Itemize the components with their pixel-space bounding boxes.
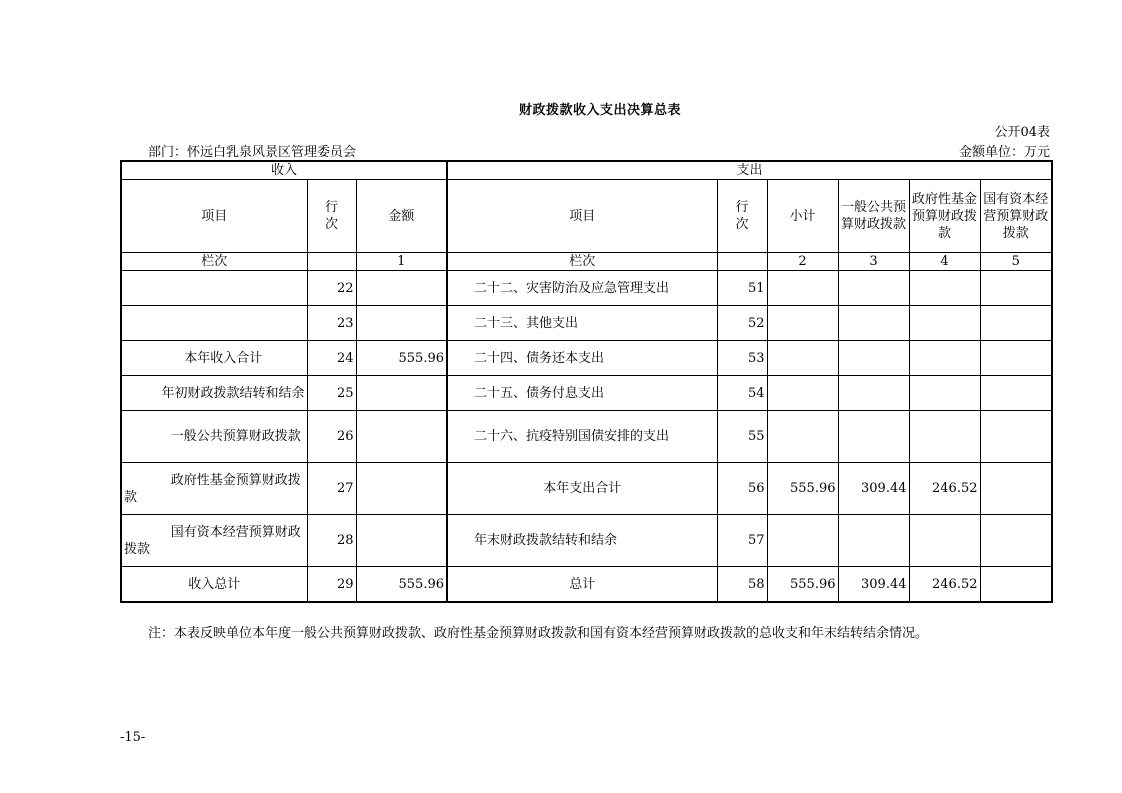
amount-unit-label: 金额单位：万元 — [958, 145, 1050, 160]
expense-row-no: 55 — [717, 411, 767, 463]
fund-value — [909, 411, 980, 463]
income-amount — [356, 463, 447, 515]
income-amount — [356, 271, 447, 306]
budget-summary-table — [120, 160, 1053, 603]
income-section-header: 收入 — [121, 161, 447, 180]
fund-value — [909, 306, 980, 341]
subtotal-value — [767, 341, 838, 376]
income-row-no: 23 — [307, 306, 356, 341]
income-amount: 555.96 — [356, 341, 447, 376]
state-value — [980, 341, 1052, 376]
income-amount — [356, 411, 447, 463]
page-number: -15- — [120, 730, 146, 745]
table-row — [121, 411, 1052, 463]
table-row — [121, 567, 1052, 603]
lanci-5: 5 — [980, 253, 1052, 271]
income-row-no: 22 — [307, 271, 356, 306]
fund-value: 246.52 — [909, 463, 980, 515]
state-value — [980, 306, 1052, 341]
expense-row-no-header: 行次 — [717, 180, 767, 253]
income-row-no: 26 — [307, 411, 356, 463]
income-amount — [356, 376, 447, 411]
column-index-row — [121, 253, 1052, 271]
general-value — [838, 376, 909, 411]
state-value — [980, 515, 1052, 567]
general-value — [838, 306, 909, 341]
lanci-2: 2 — [767, 253, 838, 271]
expense-item: 二十二、灾害防治及应急管理支出 — [447, 271, 717, 306]
table-row — [121, 341, 1052, 376]
expense-section-header: 支出 — [447, 161, 1052, 180]
state-value — [980, 567, 1052, 603]
expense-row-no: 51 — [717, 271, 767, 306]
general-value — [838, 515, 909, 567]
subtotal-value: 555.96 — [767, 567, 838, 603]
expense-row-no: 54 — [717, 376, 767, 411]
table-row — [121, 271, 1052, 306]
state-value — [980, 271, 1052, 306]
expense-item: 二十三、其他支出 — [447, 306, 717, 341]
fund-budget-header: 政府性基金预算财政拨款 — [909, 180, 980, 253]
expense-item: 总计 — [447, 567, 717, 603]
subtotal-value — [767, 306, 838, 341]
table-row — [121, 306, 1052, 341]
income-item: 本年收入合计 — [121, 341, 307, 376]
fund-value — [909, 376, 980, 411]
expense-item: 二十四、债务还本支出 — [447, 341, 717, 376]
expense-row-no: 53 — [717, 341, 767, 376]
income-row-no-header: 行次 — [307, 180, 356, 253]
expense-item-header: 项目 — [447, 180, 717, 253]
income-row-no: 29 — [307, 567, 356, 603]
table-footnote: 注：本表反映单位本年度一般公共预算财政拨款、政府性基金预算财政拨款和国有资本经营预算财政拨款的总收支和年末结转结余情况。 — [148, 626, 929, 641]
table-row — [121, 376, 1052, 411]
lanci-1: 1 — [356, 253, 447, 271]
report-title: 财政拨款收入支出决算总表 — [518, 103, 681, 118]
income-row-no: 24 — [307, 341, 356, 376]
income-item: 年初财政拨款结转和结余 — [121, 376, 307, 411]
lanci-right: 栏次 — [447, 253, 717, 271]
income-amount: 555.96 — [356, 567, 447, 603]
general-value: 309.44 — [838, 463, 909, 515]
expense-item: 年末财政拨款结转和结余 — [447, 515, 717, 567]
income-amount-header: 金额 — [356, 180, 447, 253]
subtotal-value — [767, 376, 838, 411]
income-row-no: 25 — [307, 376, 356, 411]
expense-item: 本年支出合计 — [447, 463, 717, 515]
table-row — [121, 515, 1052, 567]
expense-item: 二十五、债务付息支出 — [447, 376, 717, 411]
general-value — [838, 341, 909, 376]
department-label: 部门：怀远白乳泉风景区管理委员会 — [148, 145, 357, 160]
state-value — [980, 411, 1052, 463]
income-item: 一般公共预算财政拨款 — [121, 411, 307, 463]
lanci-blank-left — [307, 253, 356, 271]
fund-value — [909, 341, 980, 376]
lanci-3: 3 — [838, 253, 909, 271]
general-value — [838, 411, 909, 463]
general-budget-header: 一般公共预算财政拨款 — [838, 180, 909, 253]
income-row-no: 28 — [307, 515, 356, 567]
column-header-row — [121, 180, 1052, 253]
state-value — [980, 463, 1052, 515]
expense-row-no: 56 — [717, 463, 767, 515]
income-item: 政府性基金预算财政拨款 — [121, 463, 307, 515]
subtotal-header: 小计 — [767, 180, 838, 253]
income-item — [121, 306, 307, 341]
income-row-no: 27 — [307, 463, 356, 515]
expense-row-no: 52 — [717, 306, 767, 341]
lanci-left: 栏次 — [121, 253, 307, 271]
section-header-row — [121, 161, 1052, 180]
lanci-4: 4 — [909, 253, 980, 271]
state-value — [980, 376, 1052, 411]
form-number: 公开04表 — [994, 125, 1050, 140]
subtotal-value: 555.96 — [767, 463, 838, 515]
subtotal-value — [767, 515, 838, 567]
fund-value — [909, 271, 980, 306]
income-amount — [356, 306, 447, 341]
lanci-blank-right — [717, 253, 767, 271]
expense-row-no: 57 — [717, 515, 767, 567]
income-item — [121, 271, 307, 306]
general-value: 309.44 — [838, 567, 909, 603]
state-capital-header: 国有资本经营预算财政拨款 — [980, 180, 1052, 253]
table-row — [121, 463, 1052, 515]
fund-value — [909, 515, 980, 567]
subtotal-value — [767, 271, 838, 306]
income-item: 国有资本经营预算财政拨款 — [121, 515, 307, 567]
income-amount — [356, 515, 447, 567]
fund-value: 246.52 — [909, 567, 980, 603]
income-item: 收入总计 — [121, 567, 307, 603]
expense-row-no: 58 — [717, 567, 767, 603]
income-item-header: 项目 — [121, 180, 307, 253]
expense-item: 二十六、抗疫特别国债安排的支出 — [447, 411, 717, 463]
general-value — [838, 271, 909, 306]
subtotal-value — [767, 411, 838, 463]
